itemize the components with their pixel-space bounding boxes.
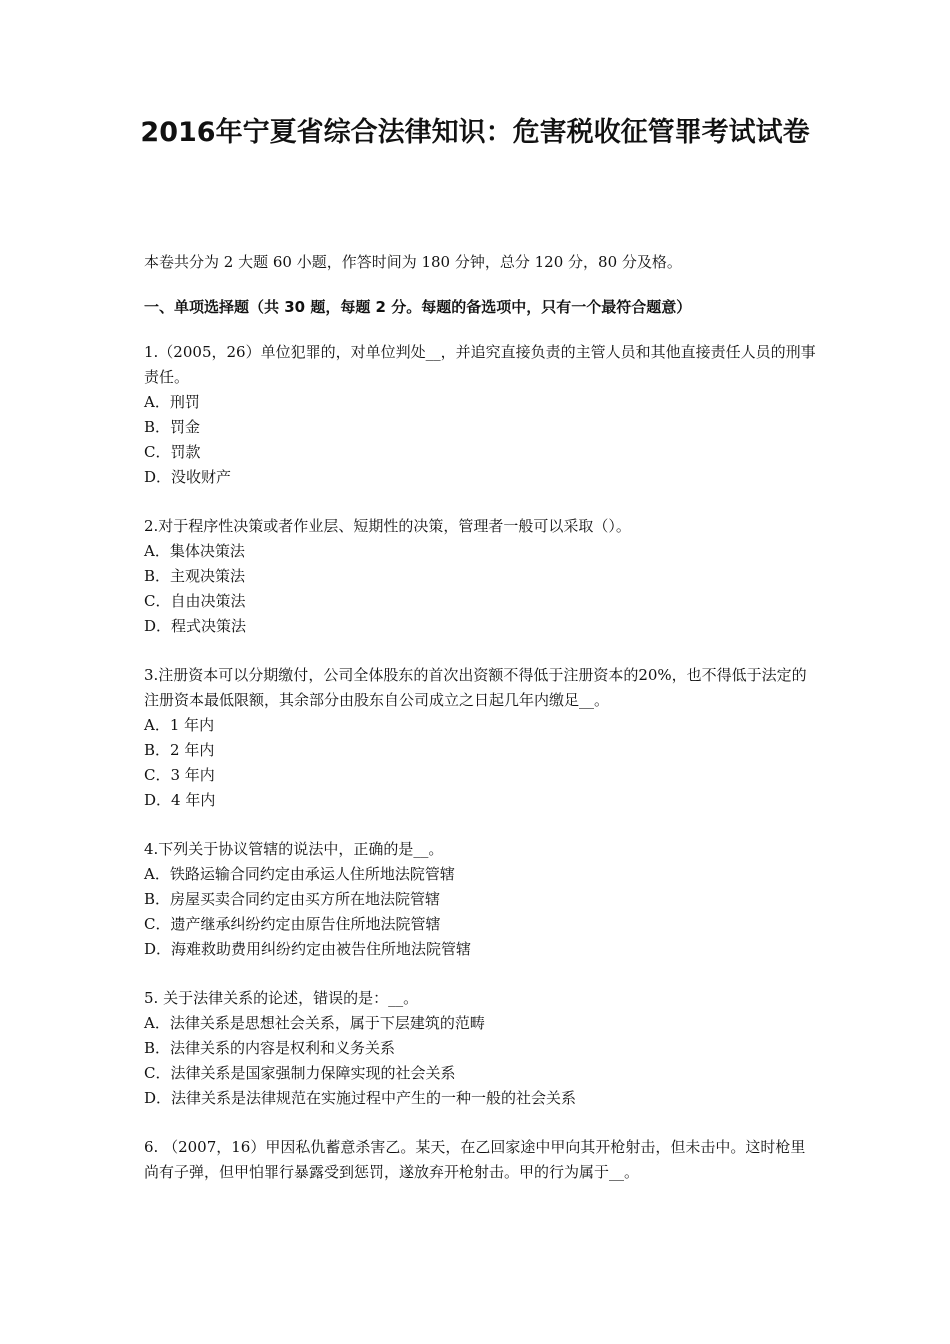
option-c: C．法律关系是国家强制力保障实现的社会关系 xyxy=(144,1064,456,1082)
question-stem: 5. 关于法律关系的论述，错误的是：__。 xyxy=(144,989,419,1007)
question-stem: 4.下列关于协议管辖的说法中，正确的是__。 xyxy=(144,840,444,858)
option-b: B．2 年内 xyxy=(144,741,215,759)
question-6 xyxy=(144,1135,816,1185)
option-c: C．自由决策法 xyxy=(144,592,246,610)
option-d: D．4 年内 xyxy=(144,791,216,809)
option-d: D．法律关系是法律规范在实施过程中产生的一种一般的社会关系 xyxy=(144,1089,577,1107)
option-d: D．海难救助费用纠纷约定由被告住所地法院管辖 xyxy=(144,940,472,958)
option-d: D．程式决策法 xyxy=(144,617,247,635)
section-heading: 一、单项选择题（共 30 题，每题 2 分。每题的备选项中，只有一个最符合题意） xyxy=(144,298,692,316)
option-a: A．铁路运输合同约定由承运人住所地法院管辖 xyxy=(144,865,455,883)
question-stem: 2.对于程序性决策或者作业层、短期性的决策，管理者一般可以采取（）。 xyxy=(144,517,631,535)
option-c: C．罚款 xyxy=(144,443,201,461)
option-d: D．没收财产 xyxy=(144,468,232,486)
question-1 xyxy=(144,340,816,490)
option-b: B．罚金 xyxy=(144,418,201,436)
question-stem: 3.注册资本可以分期缴付，公司全体股东的首次出资额不得低于注册资本的20%，也不得低于法定的注册资本最低限额，其余部分由股东自公司成立之日起几年内缴足__。 xyxy=(144,666,807,709)
question-3 xyxy=(144,663,816,813)
option-c: C．3 年内 xyxy=(144,766,215,784)
option-b: B．法律关系的内容是权利和义务关系 xyxy=(144,1039,396,1057)
document-title: 2016年宁夏省综合法律知识：危害税收征管罪考试试卷 xyxy=(140,117,810,148)
question-5 xyxy=(144,986,816,1111)
option-b: B．房屋买卖合同约定由买方所在地法院管辖 xyxy=(144,890,441,908)
document-body xyxy=(144,250,816,1209)
question-stem: 1.（2005，26）单位犯罪的，对单位判处__，并追究直接负责的主管人员和其他直接责任人员的刑事责任。 xyxy=(144,343,816,386)
option-a: A．刑罚 xyxy=(144,393,200,411)
option-a: A．1 年内 xyxy=(144,716,215,734)
question-4 xyxy=(144,837,816,962)
option-a: A．法律关系是思想社会关系，属于下层建筑的范畴 xyxy=(144,1014,485,1032)
option-c: C．遗产继承纠纷约定由原告住所地法院管辖 xyxy=(144,915,441,933)
option-b: B．主观决策法 xyxy=(144,567,246,585)
question-stem: 6. （2007，16）甲因私仇蓄意杀害乙。某天，在乙回家途中甲向其开枪射击，但未击中。这时枪里尚有子弹，但甲怕罪行暴露受到惩罚，遂放弃开枪射击。甲的行为属于__。 xyxy=(144,1138,806,1181)
option-a: A．集体决策法 xyxy=(144,542,245,560)
question-2 xyxy=(144,514,816,639)
exam-intro: 本卷共分为 2 大题 60 小题，作答时间为 180 分钟，总分 120 分，80 分及格。 xyxy=(144,253,682,271)
